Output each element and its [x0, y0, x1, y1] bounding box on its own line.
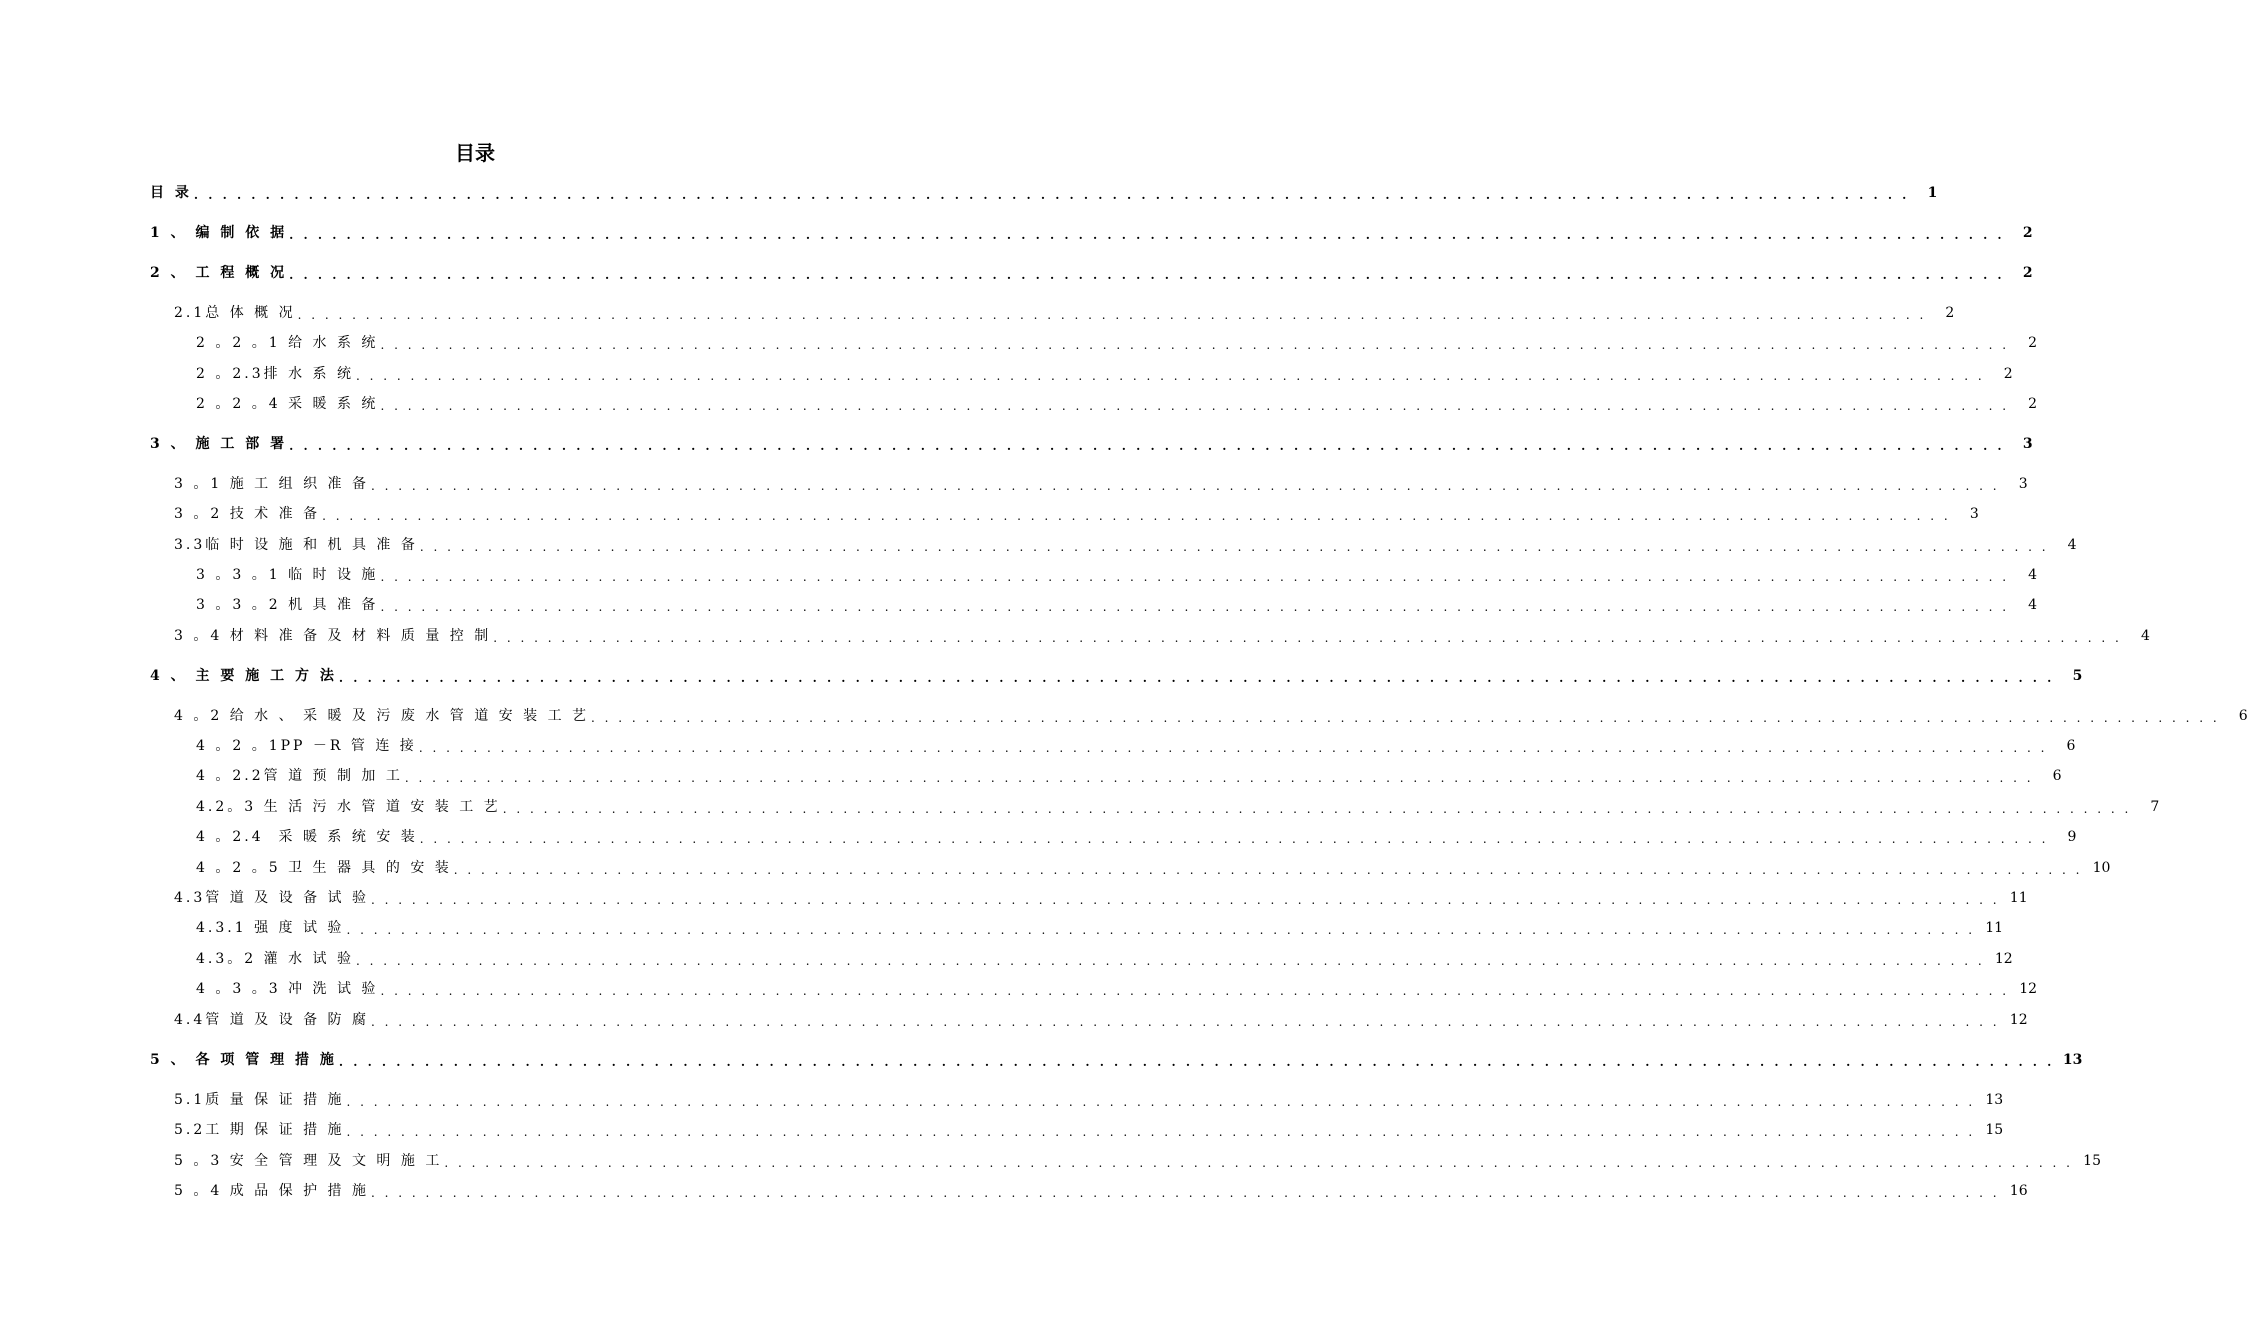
toc-leader-dots: . . . . . . . . . . . . . . . . . . . . . . . . . . . . . . . . . . . . . . . . . . . . . . . . . . . . . . . . . . . . . . . . . . . . . . . . . . . . . . . . . . . . . . . . . . . . . . . . . . . . . . . . . . . . . . . . . . . . . . . . — [453, 863, 2083, 877]
toc-entry-title: 4.3.1 强 度 试 验 — [196, 920, 345, 936]
toc-entry-title: 4.3。2 灌 水 试 验 — [196, 951, 354, 967]
toc-entry-title: 4 。3 。3 冲 洗 试 验 — [196, 981, 379, 997]
toc-entry[interactable] — [150, 703, 2248, 725]
toc-leader-dots: . . . . . . . . . . . . . . . . . . . . . . . . . . . . . . . . . . . . . . . . . . . . . . . . . . . . . . . . . . . . . . . . . . . . . . . . . . . . . . . . . . . . . . . . . . . . . . . . . . . . . . . . . . . . . . . . . . . . . . . . — [502, 802, 2132, 816]
toc-entry[interactable] — [150, 794, 2160, 816]
toc-leader-dots: . . . . . . . . . . . . . . . . . . . . . . . . . . . . . . . . . . . . . . . . . . . . . . . . . . . . . . . . . . . . . . . . . . . . . . . . . . . . . . . . . . . . . . . . . . . . . . . . . . . . . . . . . . . . . . . . . . . . . . . . — [370, 1015, 2000, 1029]
toc-page-number: 16 — [2009, 1183, 2028, 1199]
toc-entry-title: 5.2工 期 保 证 措 施 — [174, 1122, 345, 1138]
toc-leader-dots: . . . . . . . . . . . . . . . . . . . . . . . . . . . . . . . . . . . . . . . . . . . . . . . . . . . . . . . . . . . . . . . . . . . . . . . . . . . . . . . . . . . . . . . . . . . . . . . . . . . . . . . . . . . . . . . . . . . . . . . . — [322, 509, 1951, 523]
toc-entry-title: 5 、 各 项 管 理 措 施 — [150, 1052, 337, 1068]
toc-leader-dots: . . . . . . . . . . . . . . . . . . . . . . . . . . . . . . . . . . . . . . . . . . . . . . . . . . . . . . . . . . . . . . . . . . . . . . . . . . . . . . . . . . . . . . . . . . . . . . . . . . . . . . . . . . . . . . . . . . . . . . . . — [380, 338, 2010, 352]
toc-leader-dots: . . . . . . . . . . . . . . . . . . . . . . . . . . . . . . . . . . . . . . . . . . . . . . . . . . . . . . . . . . . . . . . . . . . . . . . . . . . . . . . . . . . . . . . . . . . . . . . . . . . . . . . . . . . . . . . . . . . . . . . . — [444, 1156, 2073, 1170]
toc-page-number: 7 — [2150, 799, 2160, 815]
toc-page-number: 12 — [2009, 1012, 2028, 1028]
toc-leader-dots: . . . . . . . . . . . . . . . . . . . . . . . . . . . . . . . . . . . . . . . . . . . . . . . . . . . . . . . . . . . . . . . . . . . . . . . . . . . . . . . . . . . . . . . . . . . . . . . . . . . . . . . . . . . . . . . . . . . . . . . . — [338, 671, 2055, 685]
toc-leader-dots: . . . . . . . . . . . . . . . . . . . . . . . . . . . . . . . . . . . . . . . . . . . . . . . . . . . . . . . . . . . . . . . . . . . . . . . . . . . . . . . . . . . . . . . . . . . . . . . . . . . . . . . . . . . . . . . . . . . . . . . . — [380, 399, 2010, 413]
toc-entry-title: 2 。2 。1 给 水 系 统 — [196, 335, 379, 351]
toc-entry[interactable] — [150, 471, 2028, 493]
toc-entry[interactable] — [150, 915, 2004, 937]
toc-page-number: 4 — [2028, 567, 2038, 583]
toc-leader-dots: . . . . . . . . . . . . . . . . . . . . . . . . . . . . . . . . . . . . . . . . . . . . . . . . . . . . . . . . . . . . . . . . . . . . . . . . . . . . . . . . . . . . . . . . . . . . . . . . . . . . . . . . . . . . . . . . . . . . . . . . — [193, 188, 1910, 202]
toc-entry[interactable] — [150, 1148, 2101, 1170]
toc-leader-dots: . . . . . . . . . . . . . . . . . . . . . . . . . . . . . . . . . . . . . . . . . . . . . . . . . . . . . . . . . . . . . . . . . . . . . . . . . . . . . . . . . . . . . . . . . . . . . . . . . . . . . . . . . . . . . . . . . . . . . . . . — [419, 832, 2049, 846]
toc-entry[interactable] — [150, 824, 2077, 846]
toc-entry-title: 目 录 — [150, 185, 192, 201]
toc-entry[interactable] — [150, 260, 2033, 282]
toc-leader-dots: . . . . . . . . . . . . . . . . . . . . . . . . . . . . . . . . . . . . . . . . . . . . . . . . . . . . . . . . . . . . . . . . . . . . . . . . . . . . . . . . . . . . . . . . . . . . . . . . . . . . . . . . . . . . . . . . . . . . . . . . — [370, 893, 2000, 907]
toc-entry[interactable] — [150, 220, 2033, 242]
toc-page-number: 2 — [2028, 335, 2038, 351]
toc-entry[interactable] — [150, 763, 2062, 785]
toc-page-number: 2 — [1945, 305, 1955, 321]
toc-leader-dots: . . . . . . . . . . . . . . . . . . . . . . . . . . . . . . . . . . . . . . . . . . . . . . . . . . . . . . . . . . . . . . . . . . . . . . . . . . . . . . . . . . . . . . . . . . . . . . . . . . . . . . . . . . . . . . . . . . . . . . . . — [289, 228, 2005, 242]
toc-leader-dots: . . . . . . . . . . . . . . . . . . . . . . . . . . . . . . . . . . . . . . . . . . . . . . . . . . . . . . . . . . . . . . . . . . . . . . . . . . . . . . . . . . . . . . . . . . . . . . . . . . . . . . . . . . . . . . . . . . . . . . . . — [297, 308, 1927, 322]
toc-leader-dots: . . . . . . . . . . . . . . . . . . . . . . . . . . . . . . . . . . . . . . . . . . . . . . . . . . . . . . . . . . . . . . . . . . . . . . . . . . . . . . . . . . . . . . . . . . . . . . . . . . . . . . . . . . . . . . . . . . . . . . . . — [289, 268, 2005, 282]
toc-leader-dots: . . . . . . . . . . . . . . . . . . . . . . . . . . . . . . . . . . . . . . . . . . . . . . . . . . . . . . . . . . . . . . . . . . . . . . . . . . . . . . . . . . . . . . . . . . . . . . . . . . . . . . . . . . . . . . . . . . . . . . . . — [419, 540, 2049, 554]
toc-page-number: 3 — [1969, 506, 1979, 522]
toc-page-number: 4 — [2028, 597, 2038, 613]
toc-entry-title: 5 。4 成 品 保 护 措 施 — [174, 1183, 369, 1199]
toc-leader-dots: . . . . . . . . . . . . . . . . . . . . . . . . . . . . . . . . . . . . . . . . . . . . . . . . . . . . . . . . . . . . . . . . . . . . . . . . . . . . . . . . . . . . . . . . . . . . . . . . . . . . . . . . . . . . . . . . . . . . . . . . — [346, 1095, 1976, 1109]
toc-page-number: 15 — [2083, 1153, 2101, 1169]
page-title: 目录 — [455, 141, 495, 165]
toc-entry-title: 2 。2.3排 水 系 统 — [196, 366, 354, 382]
toc-page-number: 4 — [2067, 537, 2077, 553]
toc-page-number: 6 — [2238, 708, 2248, 724]
toc-entry[interactable] — [150, 532, 2077, 554]
toc-entry[interactable] — [150, 623, 2150, 645]
toc-leader-dots: . . . . . . . . . . . . . . . . . . . . . . . . . . . . . . . . . . . . . . . . . . . . . . . . . . . . . . . . . . . . . . . . . . . . . . . . . . . . . . . . . . . . . . . . . . . . . . . . . . . . . . . . . . . . . . . . . . . . . . . . — [289, 439, 2005, 453]
toc-entry[interactable] — [150, 391, 2038, 413]
toc-leader-dots: . . . . . . . . . . . . . . . . . . . . . . . . . . . . . . . . . . . . . . . . . . . . . . . . . . . . . . . . . . . . . . . . . . . . . . . . . . . . . . . . . . . . . . . . . . . . . . . . . . . . . . . . . . . . . . . . . . . . . . . . — [370, 479, 2000, 493]
toc-leader-dots: . . . . . . . . . . . . . . . . . . . . . . . . . . . . . . . . . . . . . . . . . . . . . . . . . . . . . . . . . . . . . . . . . . . . . . . . . . . . . . . . . . . . . . . . . . . . . . . . . . . . . . . . . . . . . . . . . . . . . . . . — [355, 954, 1985, 968]
toc-page-number: 11 — [2009, 890, 2028, 906]
toc-entry[interactable] — [150, 733, 2076, 755]
toc-page-number: 6 — [2052, 768, 2062, 784]
toc-leader-dots: . . . . . . . . . . . . . . . . . . . . . . . . . . . . . . . . . . . . . . . . . . . . . . . . . . . . . . . . . . . . . . . . . . . . . . . . . . . . . . . . . . . . . . . . . . . . . . . . . . . . . . . . . . . . . . . . . . . . . . . . — [404, 771, 2034, 785]
toc-entry-title: 5 。3 安 全 管 理 及 文 明 施 工 — [174, 1153, 443, 1169]
toc-entry-title: 5.1质 量 保 证 措 施 — [174, 1092, 345, 1108]
toc-page-number: 2 — [2028, 396, 2038, 412]
toc-leader-dots: . . . . . . . . . . . . . . . . . . . . . . . . . . . . . . . . . . . . . . . . . . . . . . . . . . . . . . . . . . . . . . . . . . . . . . . . . . . . . . . . . . . . . . . . . . . . . . . . . . . . . . . . . . . . . . . . . . . . . . . . — [380, 984, 2010, 998]
toc-entry-title: 4.3管 道 及 设 备 试 验 — [174, 890, 369, 906]
toc-leader-dots: . . . . . . . . . . . . . . . . . . . . . . . . . . . . . . . . . . . . . . . . . . . . . . . . . . . . . . . . . . . . . . . . . . . . . . . . . . . . . . . . . . . . . . . . . . . . . . . . . . . . . . . . . . . . . . . . . . . . . . . . — [346, 1125, 1976, 1139]
toc-entry[interactable] — [150, 592, 2038, 614]
toc-page-number: 3 — [2018, 476, 2028, 492]
toc-page-number: 9 — [2067, 829, 2077, 845]
toc-entry-title: 4 。2 。5 卫 生 器 具 的 安 装 — [196, 860, 452, 876]
toc-entry-title: 4 。2.2管 道 预 制 加 工 — [196, 768, 403, 784]
toc-page-number: 15 — [1985, 1122, 2004, 1138]
toc-entry-title: 4 。2 。1PP －R 管 连 接 — [196, 738, 417, 754]
toc-entry-title: 3 。1 施 工 组 织 准 备 — [174, 476, 369, 492]
toc-page-number: 2 — [2003, 366, 2013, 382]
toc-entry-title: 3.3临 时 设 施 和 机 具 准 备 — [174, 537, 418, 553]
toc-entry[interactable] — [150, 300, 1955, 322]
toc-entry[interactable] — [150, 1007, 2028, 1029]
toc-entry[interactable] — [150, 330, 2038, 352]
toc-entry[interactable] — [150, 562, 2038, 584]
toc-page-number: 13 — [2062, 1052, 2083, 1068]
toc-entry-title: 4.2。3 生 活 污 水 管 道 安 装 工 艺 — [196, 799, 501, 815]
toc-entry-title: 2 、 工 程 概 况 — [150, 265, 288, 281]
toc-entry[interactable] — [150, 1117, 2004, 1139]
toc-page-number: 12 — [2019, 981, 2038, 997]
toc-page-number: 5 — [2072, 668, 2083, 684]
toc-entry[interactable] — [150, 976, 2038, 998]
toc-entry-title: 4.4管 道 及 设 备 防 腐 — [174, 1012, 369, 1028]
toc-entry-title: 4 、 主 要 施 工 方 法 — [150, 668, 337, 684]
toc-entry-title: 4 。2 给 水 、 采 暖 及 污 废 水 管 道 安 装 工 艺 — [174, 708, 590, 724]
toc-entry[interactable] — [150, 1087, 2004, 1109]
toc-leader-dots: . . . . . . . . . . . . . . . . . . . . . . . . . . . . . . . . . . . . . . . . . . . . . . . . . . . . . . . . . . . . . . . . . . . . . . . . . . . . . . . . . . . . . . . . . . . . . . . . . . . . . . . . . . . . . . . . . . . . . . . . — [493, 631, 2122, 645]
toc-entry-title: 3 。3 。1 临 时 设 施 — [196, 567, 379, 583]
toc-entry[interactable] — [150, 431, 2033, 453]
toc-entry[interactable] — [150, 946, 2013, 968]
toc-entry-title: 3 。4 材 料 准 备 及 材 料 质 量 控 制 — [174, 628, 492, 644]
toc-entry[interactable] — [150, 1047, 2083, 1069]
toc-page-number: 11 — [1985, 920, 2004, 936]
toc-entry-title: 4 。2.4 采 暖 系 统 安 装 — [196, 829, 418, 845]
toc-entry[interactable] — [150, 663, 2083, 685]
toc-entry-title: 2 。2 。4 采 暖 系 统 — [196, 396, 379, 412]
toc-page-number: 12 — [1994, 951, 2013, 967]
toc-entry[interactable] — [150, 1178, 2028, 1200]
toc-leader-dots: . . . . . . . . . . . . . . . . . . . . . . . . . . . . . . . . . . . . . . . . . . . . . . . . . . . . . . . . . . . . . . . . . . . . . . . . . . . . . . . . . . . . . . . . . . . . . . . . . . . . . . . . . . . . . . . . . . . . . . . . — [346, 923, 1976, 937]
toc-leader-dots: . . . . . . . . . . . . . . . . . . . . . . . . . . . . . . . . . . . . . . . . . . . . . . . . . . . . . . . . . . . . . . . . . . . . . . . . . . . . . . . . . . . . . . . . . . . . . . . . . . . . . . . . . . . . . . . . . . . . . . . . — [380, 600, 2010, 614]
toc-entry[interactable] — [150, 180, 1938, 202]
toc-entry-title: 2.1总 体 概 况 — [174, 305, 296, 321]
toc-page-number: 2 — [2022, 265, 2033, 281]
toc-page-number: 4 — [2140, 628, 2150, 644]
toc-page-number: 3 — [2022, 436, 2033, 452]
toc-entry-title: 3 。2 技 术 准 备 — [174, 506, 321, 522]
toc-page-number: 10 — [2092, 860, 2111, 876]
toc-entry[interactable] — [150, 855, 2111, 877]
toc-leader-dots: . . . . . . . . . . . . . . . . . . . . . . . . . . . . . . . . . . . . . . . . . . . . . . . . . . . . . . . . . . . . . . . . . . . . . . . . . . . . . . . . . . . . . . . . . . . . . . . . . . . . . . . . . . . . . . . . . . . . . . . . — [338, 1055, 2055, 1069]
toc-leader-dots: . . . . . . . . . . . . . . . . . . . . . . . . . . . . . . . . . . . . . . . . . . . . . . . . . . . . . . . . . . . . . . . . . . . . . . . . . . . . . . . . . . . . . . . . . . . . . . . . . . . . . . . . . . . . . . . . . . . . . . . . — [380, 570, 2010, 584]
toc-page-number: 6 — [2066, 738, 2076, 754]
toc-entry[interactable] — [150, 361, 2013, 383]
toc-leader-dots: . . . . . . . . . . . . . . . . . . . . . . . . . . . . . . . . . . . . . . . . . . . . . . . . . . . . . . . . . . . . . . . . . . . . . . . . . . . . . . . . . . . . . . . . . . . . . . . . . . . . . . . . . . . . . . . . . . . . . . . . — [591, 711, 2220, 725]
toc-entry[interactable] — [150, 501, 1979, 523]
toc-leader-dots: . . . . . . . . . . . . . . . . . . . . . . . . . . . . . . . . . . . . . . . . . . . . . . . . . . . . . . . . . . . . . . . . . . . . . . . . . . . . . . . . . . . . . . . . . . . . . . . . . . . . . . . . . . . . . . . . . . . . . . . . — [370, 1186, 2000, 1200]
toc-entry[interactable] — [150, 885, 2028, 907]
toc-entry-title: 1 、 编 制 依 据 — [150, 225, 288, 241]
toc-leader-dots: . . . . . . . . . . . . . . . . . . . . . . . . . . . . . . . . . . . . . . . . . . . . . . . . . . . . . . . . . . . . . . . . . . . . . . . . . . . . . . . . . . . . . . . . . . . . . . . . . . . . . . . . . . . . . . . . . . . . . . . . — [418, 741, 2048, 755]
toc-page-number: 1 — [1927, 185, 1938, 201]
toc-leader-dots: . . . . . . . . . . . . . . . . . . . . . . . . . . . . . . . . . . . . . . . . . . . . . . . . . . . . . . . . . . . . . . . . . . . . . . . . . . . . . . . . . . . . . . . . . . . . . . . . . . . . . . . . . . . . . . . . . . . . . . . . — [355, 369, 1985, 383]
toc-page-number: 2 — [2022, 225, 2033, 241]
toc-entry-title: 3 。3 。2 机 具 准 备 — [196, 597, 379, 613]
toc-entry-title: 3 、 施 工 部 署 — [150, 436, 288, 452]
toc-page-number: 13 — [1985, 1092, 2004, 1108]
